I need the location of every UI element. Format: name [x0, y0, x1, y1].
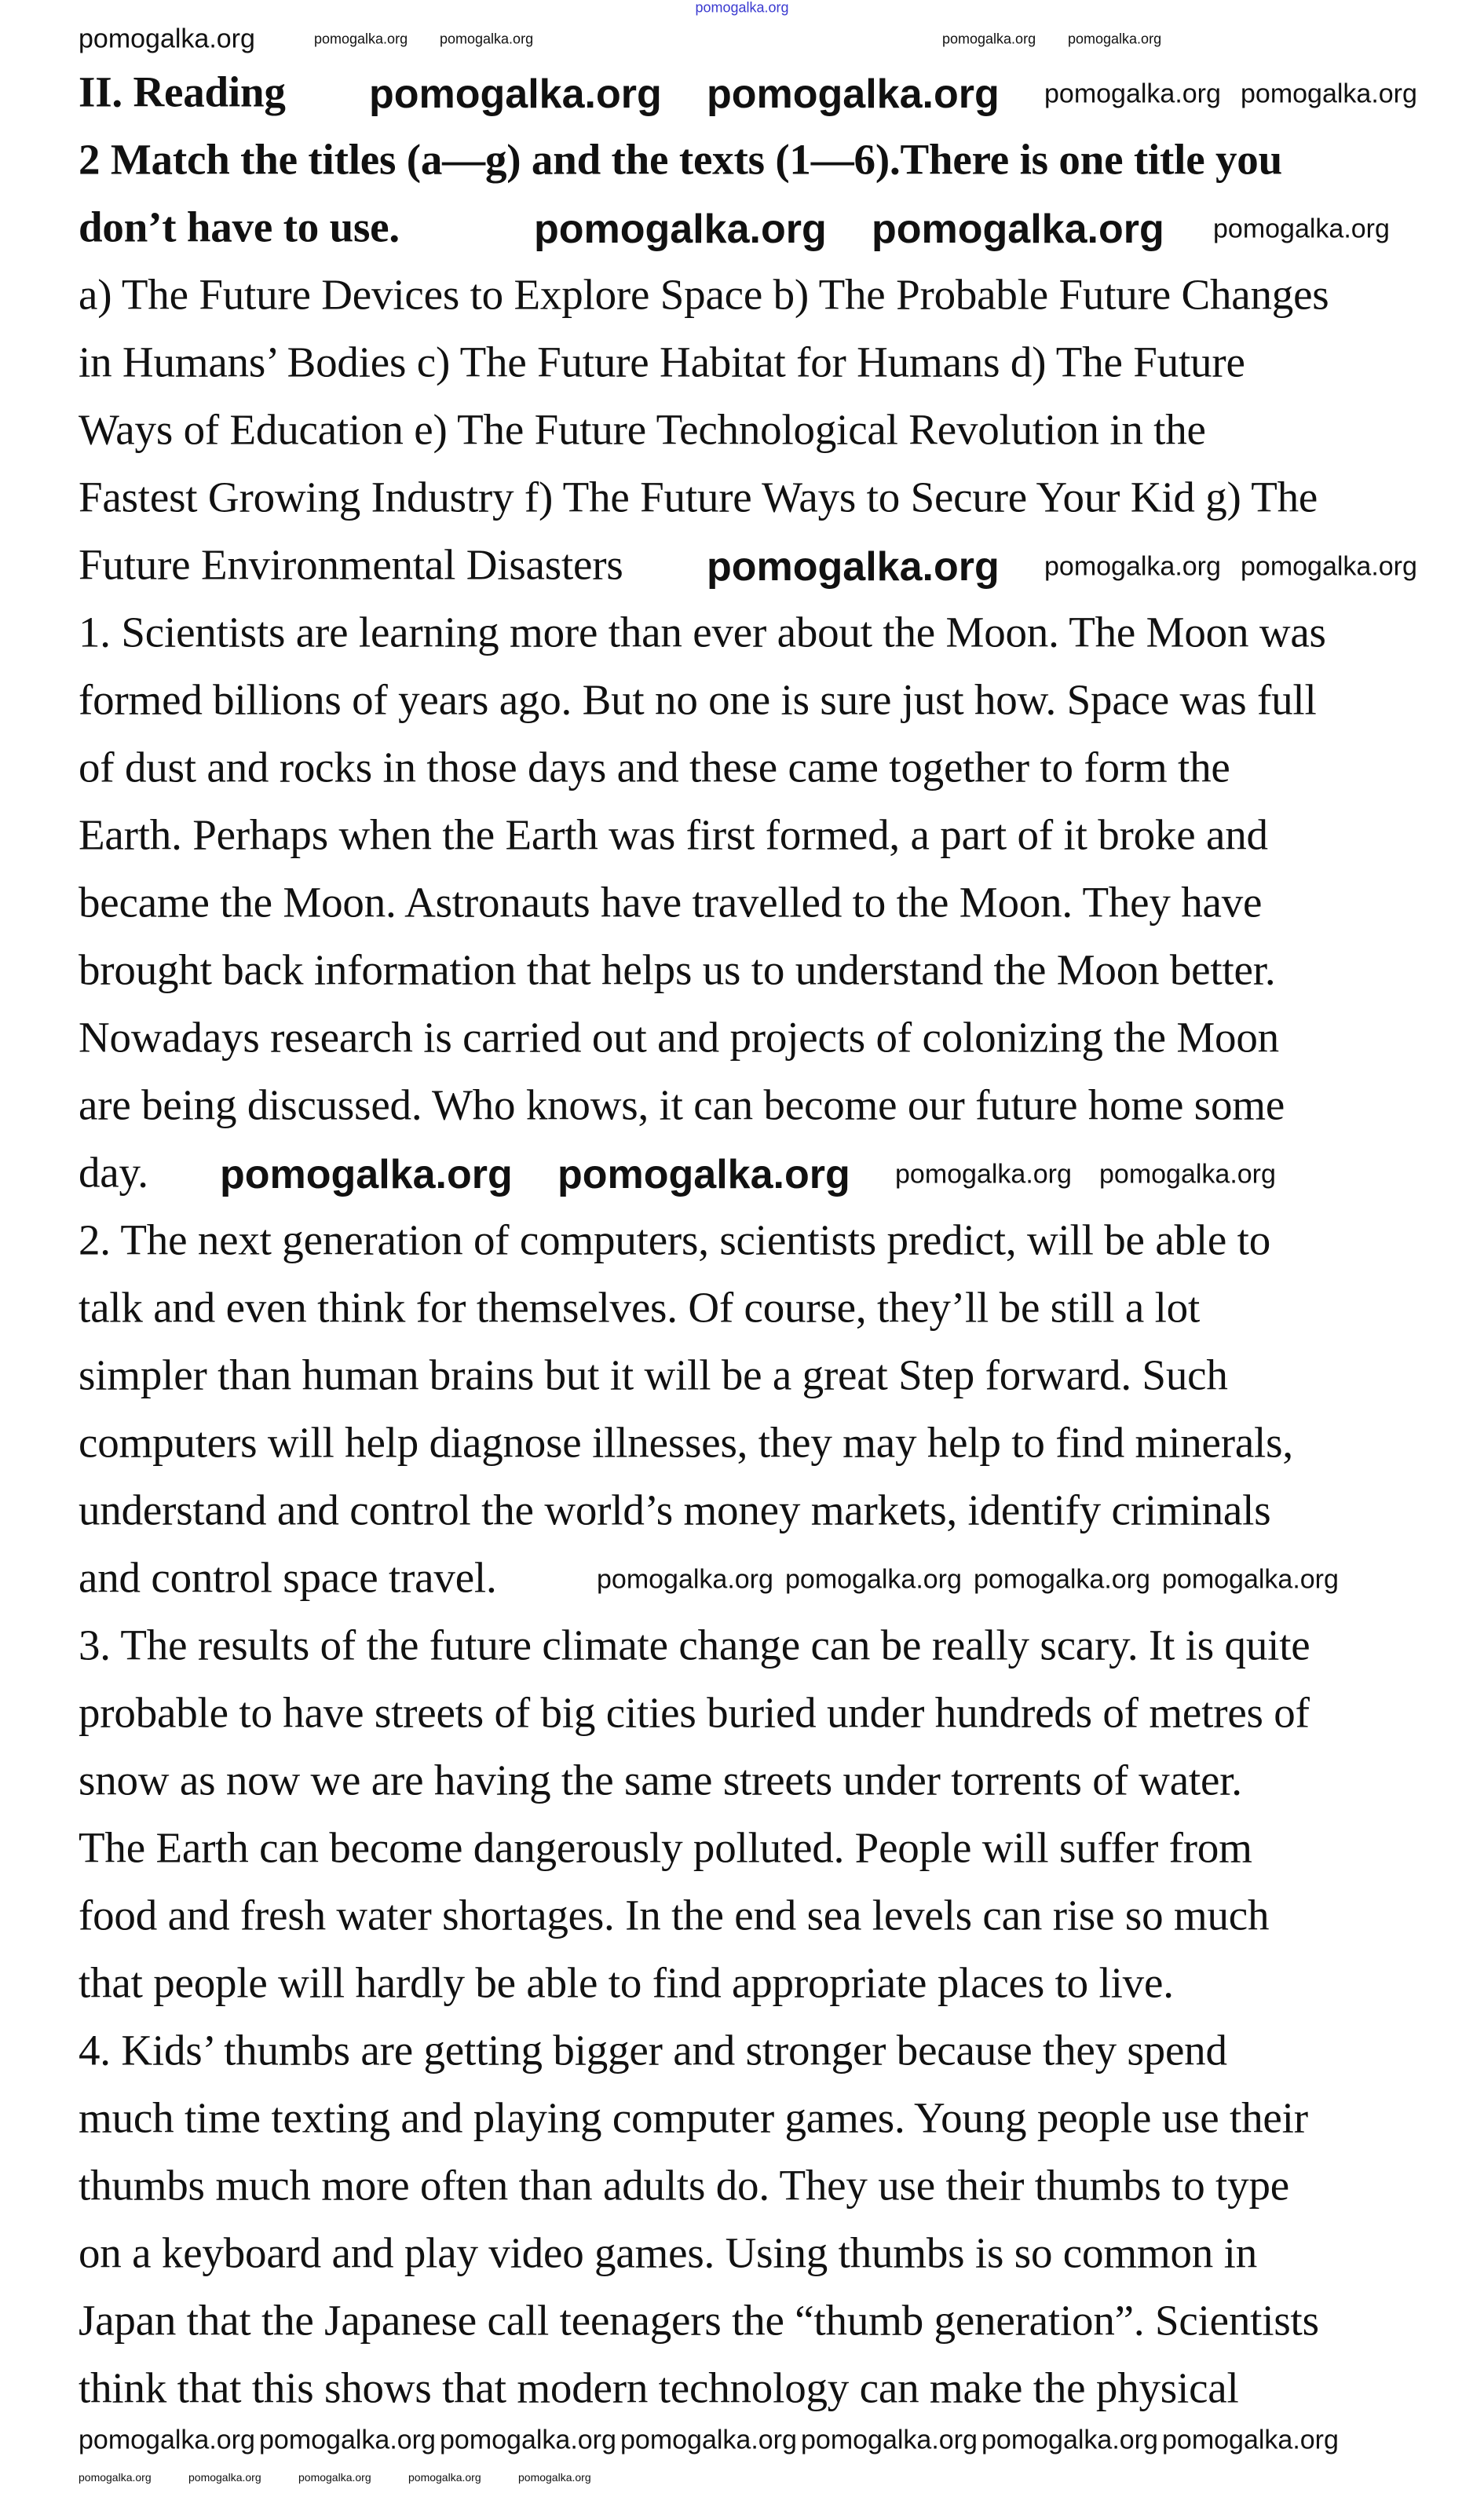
watermark: pomogalka.org [518, 2471, 591, 2484]
watermark: pomogalka.org [220, 1152, 513, 1197]
titles-line: Fastest Growing Industry f) The Future Ways to Secure Your Kid g) The [79, 473, 1318, 521]
text2-line: 2. The next generation of computers, scientists predict, will be able to [79, 1215, 1271, 1264]
watermark: pomogalka.org [1241, 551, 1417, 582]
watermark: pomogalka.org [1099, 1159, 1276, 1190]
watermark: pomogalka.org [298, 2471, 371, 2484]
watermark: pomogalka.org [620, 2425, 797, 2455]
watermark: pomogalka.org [695, 0, 789, 16]
task-instruction-line: 2 Match the titles (a—g) and the texts (1—6).There is one title you [79, 135, 1282, 184]
watermark: pomogalka.org [707, 71, 1000, 117]
watermark: pomogalka.org [440, 2425, 616, 2455]
watermark: pomogalka.org [1162, 2425, 1339, 2455]
titles-line: Ways of Education e) The Future Technological Revolution in the [79, 405, 1206, 454]
watermark: pomogalka.org [895, 1159, 1072, 1190]
watermark: pomogalka.org [872, 207, 1164, 252]
text3-line: food and fresh water shortages. In the end sea levels can rise so much [79, 1891, 1270, 1939]
text2-line: talk and even think for themselves. Of course, they’ll be still a lot [79, 1283, 1201, 1332]
text4-line: Japan that the Japanese call teenagers the “thumb generation”. Scientists [79, 2296, 1319, 2345]
watermark: pomogalka.org [597, 1564, 773, 1595]
text2-line: simpler than human brains but it will be a great Step forward. Such [79, 1351, 1228, 1399]
watermark: pomogalka.org [785, 1564, 962, 1595]
text2-line: and control space travel. [79, 1553, 497, 1602]
watermark: pomogalka.org [942, 31, 1036, 47]
text4-line: 4. Kids’ thumbs are getting bigger and stronger because they spend [79, 2026, 1227, 2074]
text4-line: much time texting and playing computer games. Young people use their [79, 2093, 1308, 2142]
watermark: pomogalka.org [534, 207, 827, 252]
watermark: pomogalka.org [314, 31, 408, 47]
section-title: II. Reading [79, 68, 286, 116]
watermark: pomogalka.org [707, 544, 1000, 590]
watermark: pomogalka.org [440, 31, 534, 47]
titles-line: in Humans’ Bodies c) The Future Habitat for Humans d) The Future [79, 338, 1245, 386]
text3-line: probable to have streets of big cities buried under hundreds of metres of [79, 1688, 1310, 1737]
text1-line: Nowadays research is carried out and projects of colonizing the Moon [79, 1013, 1279, 1062]
watermark: pomogalka.org [1241, 79, 1417, 109]
watermark: pomogalka.org [1068, 31, 1162, 47]
titles-line: Future Environmental Disasters [79, 540, 623, 589]
text3-line: 3. The results of the future climate change can be really scary. It is quite [79, 1621, 1310, 1669]
text2-line: computers will help diagnose illnesses, they may help to find minerals, [79, 1418, 1293, 1467]
text4-line: thumbs much more often than adults do. They use their thumbs to type [79, 2161, 1289, 2210]
text1-line: formed billions of years ago. But no one is sure just how. Space was full [79, 675, 1317, 724]
titles-line: a) The Future Devices to Explore Space b) The Probable Future Changes [79, 270, 1329, 319]
text4-line: on a keyboard and play video games. Using thumbs is so common in [79, 2228, 1258, 2277]
watermark: pomogalka.org [981, 2425, 1158, 2455]
watermark: pomogalka.org [974, 1564, 1150, 1595]
watermark: pomogalka.org [408, 2471, 481, 2484]
watermark: pomogalka.org [801, 2425, 978, 2455]
watermark: pomogalka.org [1044, 551, 1221, 582]
text1-line: day. [79, 1148, 148, 1197]
watermark: pomogalka.org [79, 24, 255, 54]
watermark: pomogalka.org [259, 2425, 436, 2455]
text2-line: understand and control the world’s money markets, identify criminals [79, 1486, 1271, 1534]
watermark: pomogalka.org [1162, 1564, 1339, 1595]
text1-line: Earth. Perhaps when the Earth was first formed, a part of it broke and [79, 810, 1268, 859]
watermark: pomogalka.org [369, 71, 662, 117]
watermark: pomogalka.org [79, 2471, 152, 2484]
watermark: pomogalka.org [557, 1152, 850, 1197]
watermark: pomogalka.org [79, 2425, 255, 2455]
watermark: pomogalka.org [1213, 214, 1390, 244]
watermark: pomogalka.org [1044, 79, 1221, 109]
text3-line: snow as now we are having the same streets under torrents of water. [79, 1756, 1242, 1804]
text1-line: brought back information that helps us to understand the Moon better. [79, 945, 1276, 994]
text1-line: became the Moon. Astronauts have travelled to the Moon. They have [79, 878, 1263, 927]
text3-line: that people will hardly be able to find appropriate places to live. [79, 1958, 1174, 2007]
text4-line: think that this shows that modern technology can make the physical [79, 2363, 1239, 2412]
watermark: pomogalka.org [188, 2471, 261, 2484]
text1-line: of dust and rocks in those days and these came together to form the [79, 743, 1230, 791]
text1-line: are being discussed. Who knows, it can become our future home some [79, 1080, 1285, 1129]
text1-line: 1. Scientists are learning more than ever about the Moon. The Moon was [79, 608, 1326, 656]
task-instruction-line: don’t have to use. [79, 203, 400, 251]
text3-line: The Earth can become dangerously polluted. People will suffer from [79, 1823, 1252, 1872]
